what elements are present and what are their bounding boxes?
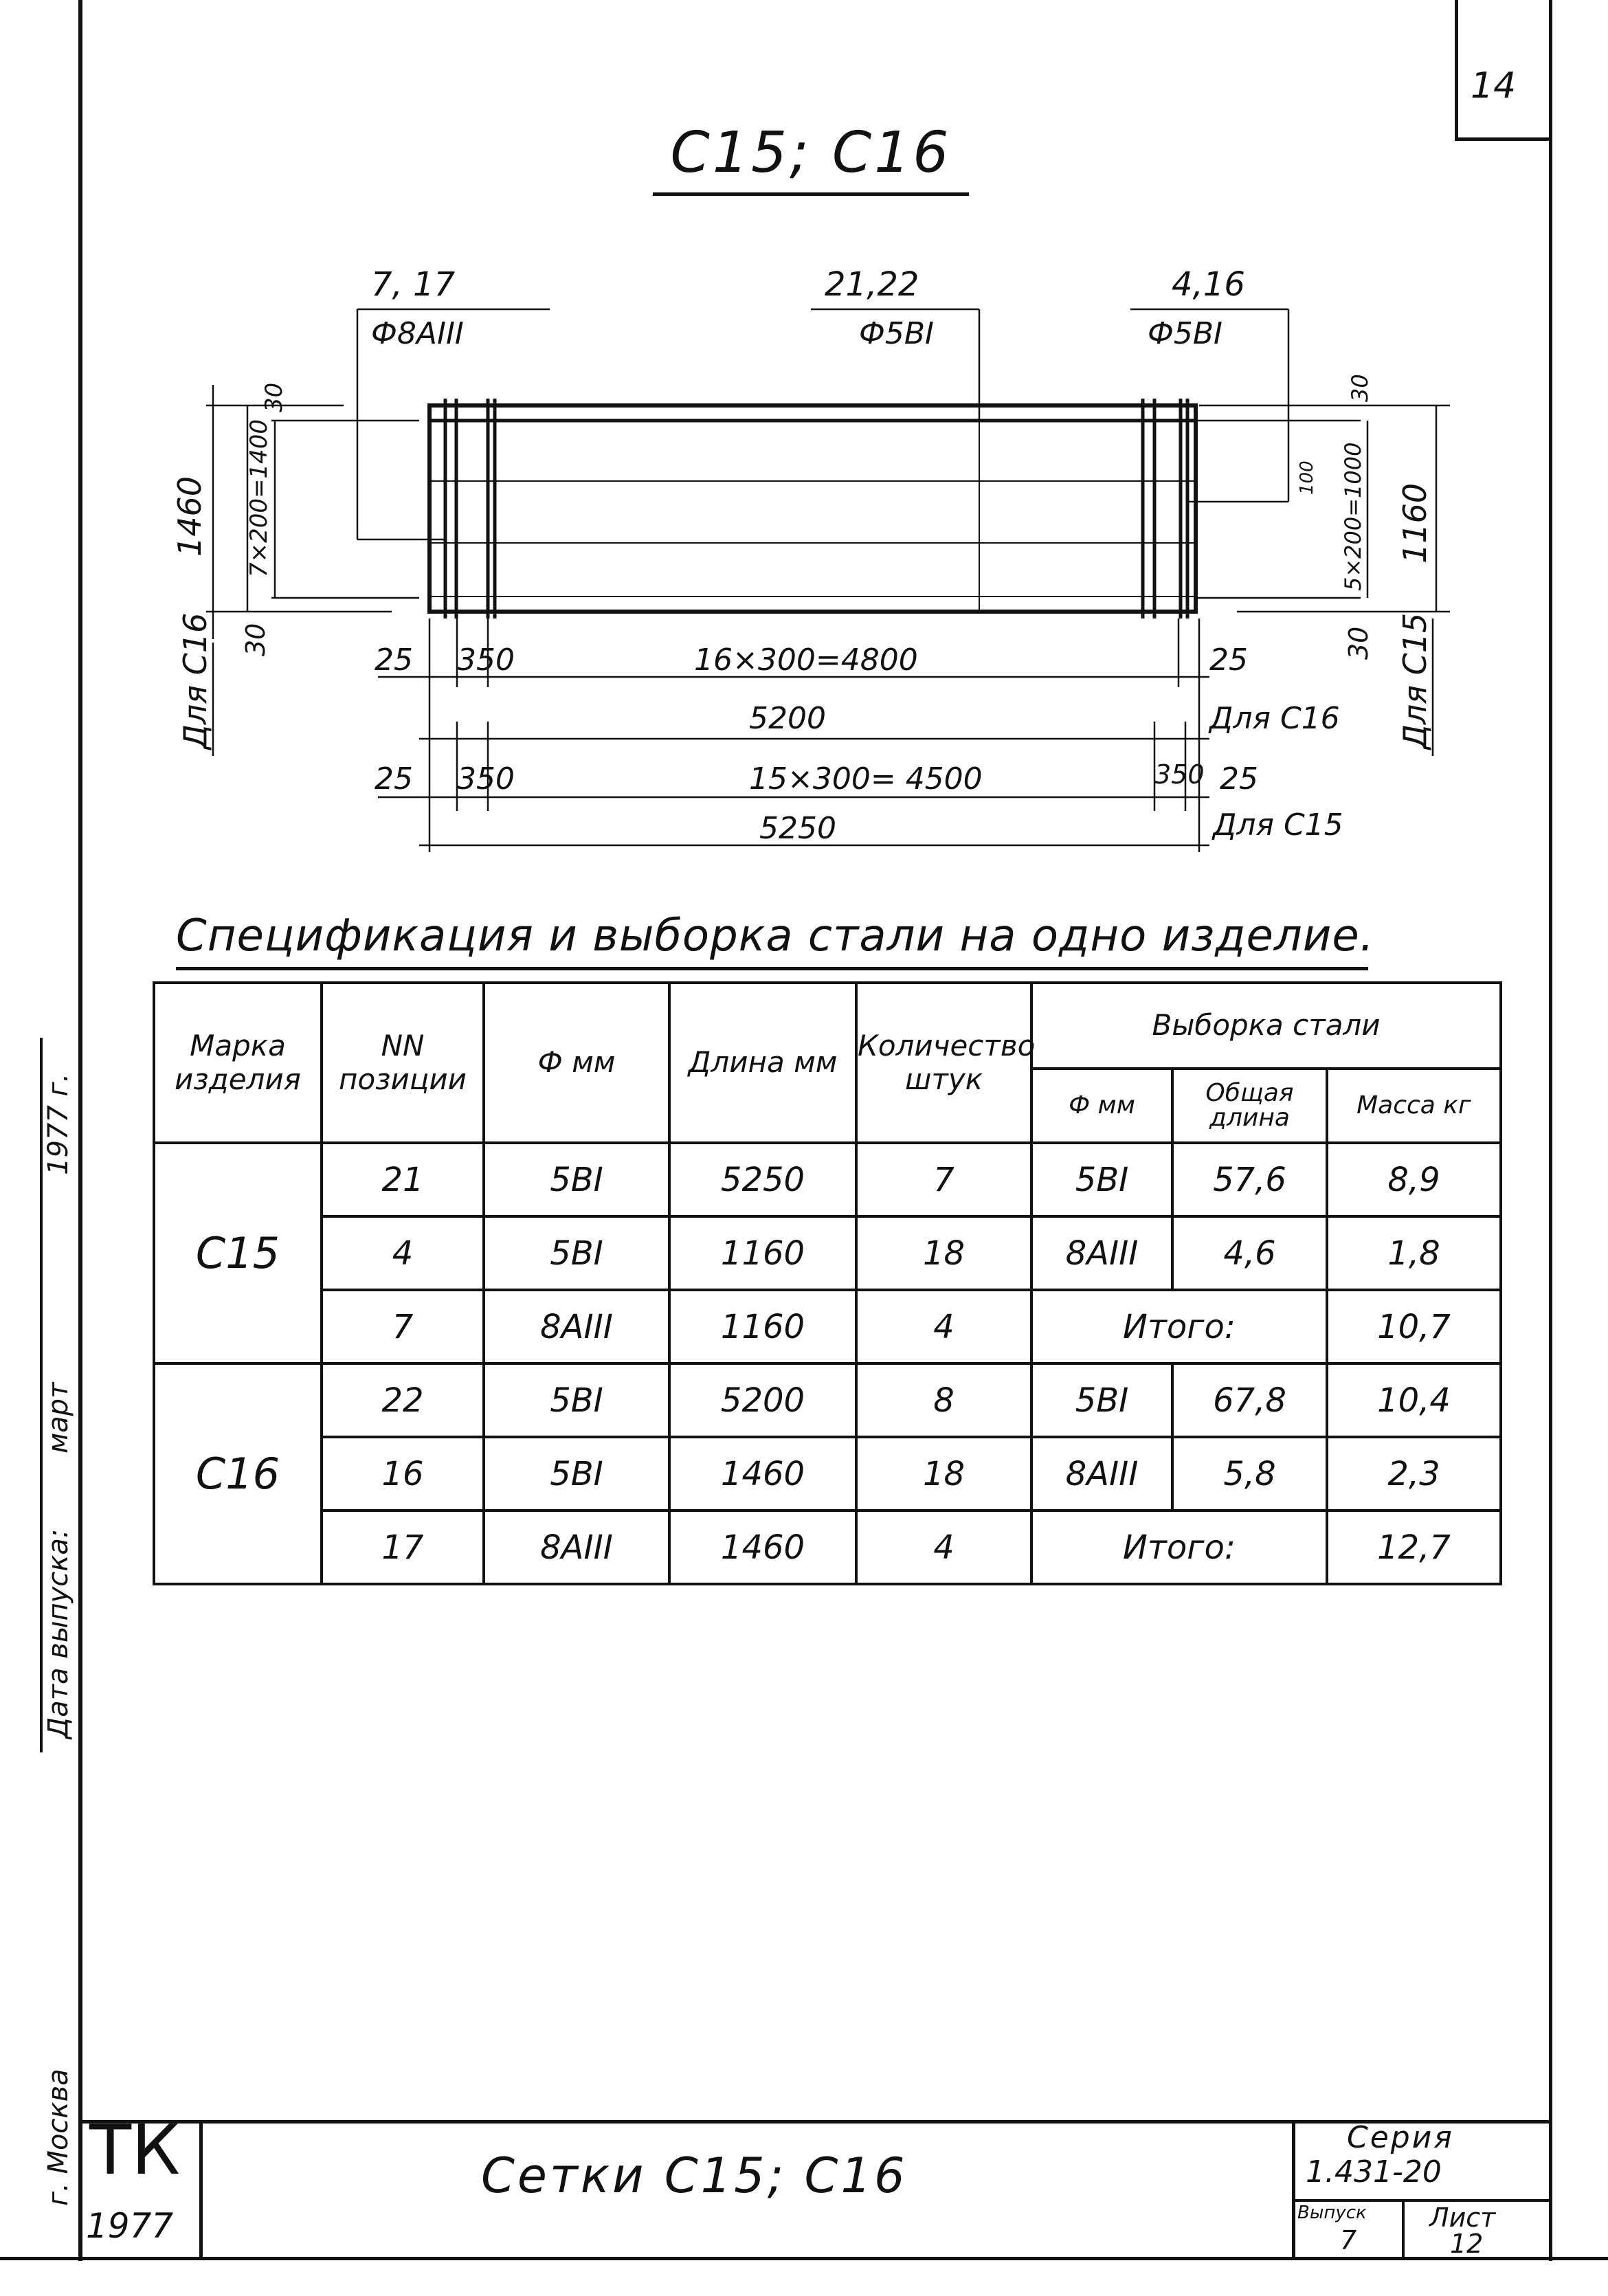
issue-value: 7 [1340,2225,1357,2255]
quantity-cell: 4 [856,1511,1031,1584]
organization-logo: ТК [89,2110,181,2190]
city: г. Москва [43,2069,74,2206]
dim-row2-left: 25 [375,761,413,796]
total-label-cell: Итого: [1031,1511,1327,1584]
position-cell: 21 [322,1143,484,1216]
dim-row1-for: Для С16 [1209,701,1340,736]
quantity-cell: 18 [856,1216,1031,1290]
left-dimension-lines [206,382,419,639]
steel-mass-cell: 2,3 [1327,1437,1501,1511]
dim-row1-right: 25 [1209,643,1248,678]
series-value: 1.431-20 [1306,2154,1442,2189]
table-row [154,1143,1501,1216]
dim-row2-total: 5250 [759,811,836,846]
spec-title-underline [176,967,1368,970]
total-label-cell: Итого: [1031,1290,1327,1363]
header-quantity: Количество штук [856,983,1031,1143]
title-block-top-line [82,2120,1549,2124]
title-block-divider-horizontal [1292,2199,1549,2202]
callout-bar-middle: Ф5ВI [859,316,935,351]
dim-right-height: 1160 [1396,482,1433,564]
diameter-cell: 5ВI [484,1363,669,1437]
diameter-cell: 8АIII [484,1511,669,1584]
steel-mass-cell: 1,8 [1327,1216,1501,1290]
position-cell: 4 [322,1216,484,1290]
steel-length-cell: 5,8 [1172,1437,1327,1511]
brand-cell: С15 [154,1143,322,1363]
dim-right-bottom-edge: 30 [1343,626,1374,660]
length-cell: 5200 [669,1363,856,1437]
title-block-divider-right [1292,2120,1295,2258]
release-label: Дата выпуска: [43,1528,74,1739]
diameter-cell: 5ВI [484,1437,669,1511]
diameter-cell: 5ВI [484,1143,669,1216]
dim-left-height: 1460 [171,476,208,557]
mesh-drawing [0,0,1608,907]
steel-diameter-cell: 5ВI [1031,1143,1172,1216]
header-diameter: Ф мм [484,983,669,1143]
title-block-divider-left [199,2120,203,2258]
steel-length-cell: 4,6 [1172,1216,1327,1290]
dim-right-spacing: 5×200=1000 [1340,442,1366,591]
dim-left-bottom-edge: 30 [241,623,271,656]
sheet-value: 12 [1450,2229,1484,2259]
header-steel: Выборка стали [1031,983,1501,1069]
quantity-cell: 8 [856,1363,1031,1437]
position-cell: 22 [322,1363,484,1437]
title-block-year: 1977 [86,2206,174,2246]
length-cell: 1160 [669,1216,856,1290]
spec-header-row [154,983,1501,1069]
issue-label: Выпуск [1297,2203,1367,2223]
dim-row1-first: 350 [457,643,515,678]
dim-right-top-edge: 30 [1347,374,1373,402]
header-length: Длина мм [669,983,856,1143]
dim-row2-last: 350 [1154,759,1205,790]
diameter-cell: 8АIII [484,1290,669,1363]
callout-bar-left: Ф8АIII [371,316,464,351]
callout-bar-right: Ф5ВI [1148,316,1223,351]
drawing-title: С15; С16 [670,120,952,186]
dim-row2-span: 15×300= 4500 [749,761,983,796]
position-cell: 7 [322,1290,484,1363]
sheet-label: Лист [1429,2203,1496,2233]
header-steel-diameter: Ф мм [1031,1069,1172,1143]
dim-left-for: Для С16 [177,612,214,749]
length-cell: 1160 [669,1290,856,1363]
series-label: Серия [1347,2120,1454,2155]
release-month: март [43,1382,74,1453]
header-steel-total-length: Общая длина [1172,1069,1327,1143]
table-row [154,1437,1501,1511]
table-row [154,1216,1501,1290]
diameter-cell: 5ВI [484,1216,669,1290]
steel-mass-total-cell: 10,7 [1327,1290,1501,1363]
steel-mass-total-cell: 12,7 [1327,1511,1501,1584]
brand-cell: С16 [154,1363,322,1584]
steel-length-cell: 57,6 [1172,1143,1327,1216]
mesh-outline [429,399,1196,618]
quantity-cell: 7 [856,1143,1031,1216]
dim-row2-first: 350 [457,761,515,796]
steel-length-cell: 67,8 [1172,1363,1327,1437]
dim-right-for: Для С15 [1396,612,1433,749]
sidebar-divider [40,1038,43,1752]
frame-bottom-border [0,2257,1608,2260]
callout-positions-right: 4,16 [1172,265,1245,304]
sheet-number: 14 [1471,65,1517,107]
position-cell: 16 [322,1437,484,1511]
spec-table [153,981,1502,1585]
steel-mass-cell: 8,9 [1327,1143,1501,1216]
steel-diameter-cell: 5ВI [1031,1363,1172,1437]
length-cell: 5250 [669,1143,856,1216]
length-cell: 1460 [669,1511,856,1584]
callout-positions-middle: 21,22 [825,265,919,304]
header-steel-mass: Масса кг [1327,1069,1501,1143]
spec-title: Спецификация и выборка стали на одно изделие. [176,911,1375,961]
steel-mass-cell: 10,4 [1327,1363,1501,1437]
quantity-cell: 18 [856,1437,1031,1511]
dim-right-small: 100 [1297,460,1317,495]
dim-left-top-edge: 30 [260,382,288,412]
dim-row2-right: 25 [1220,761,1258,796]
table-row [154,1290,1501,1363]
dim-row1-total: 5200 [749,701,826,736]
length-cell: 1460 [669,1437,856,1511]
dim-row1-span: 16×300=4800 [694,643,918,678]
quantity-cell: 4 [856,1290,1031,1363]
title-block-divider-sheet [1402,2199,1405,2258]
steel-diameter-cell: 8АIII [1031,1216,1172,1290]
table-row [154,1511,1501,1584]
header-brand: Марка изделия [154,983,322,1143]
callout-positions-left: 7, 17 [371,265,456,304]
dim-left-spacing: 7×200=1400 [245,419,273,577]
dim-row1-left: 25 [375,643,413,678]
dim-row2-for: Для С15 [1213,807,1343,843]
position-cell: 17 [322,1511,484,1584]
release-year: 1977 г. [43,1073,74,1175]
title-block-name: Сетки С15; С16 [481,2148,908,2204]
steel-diameter-cell: 8АIII [1031,1437,1172,1511]
header-position: NN позиции [322,983,484,1143]
table-row [154,1363,1501,1437]
